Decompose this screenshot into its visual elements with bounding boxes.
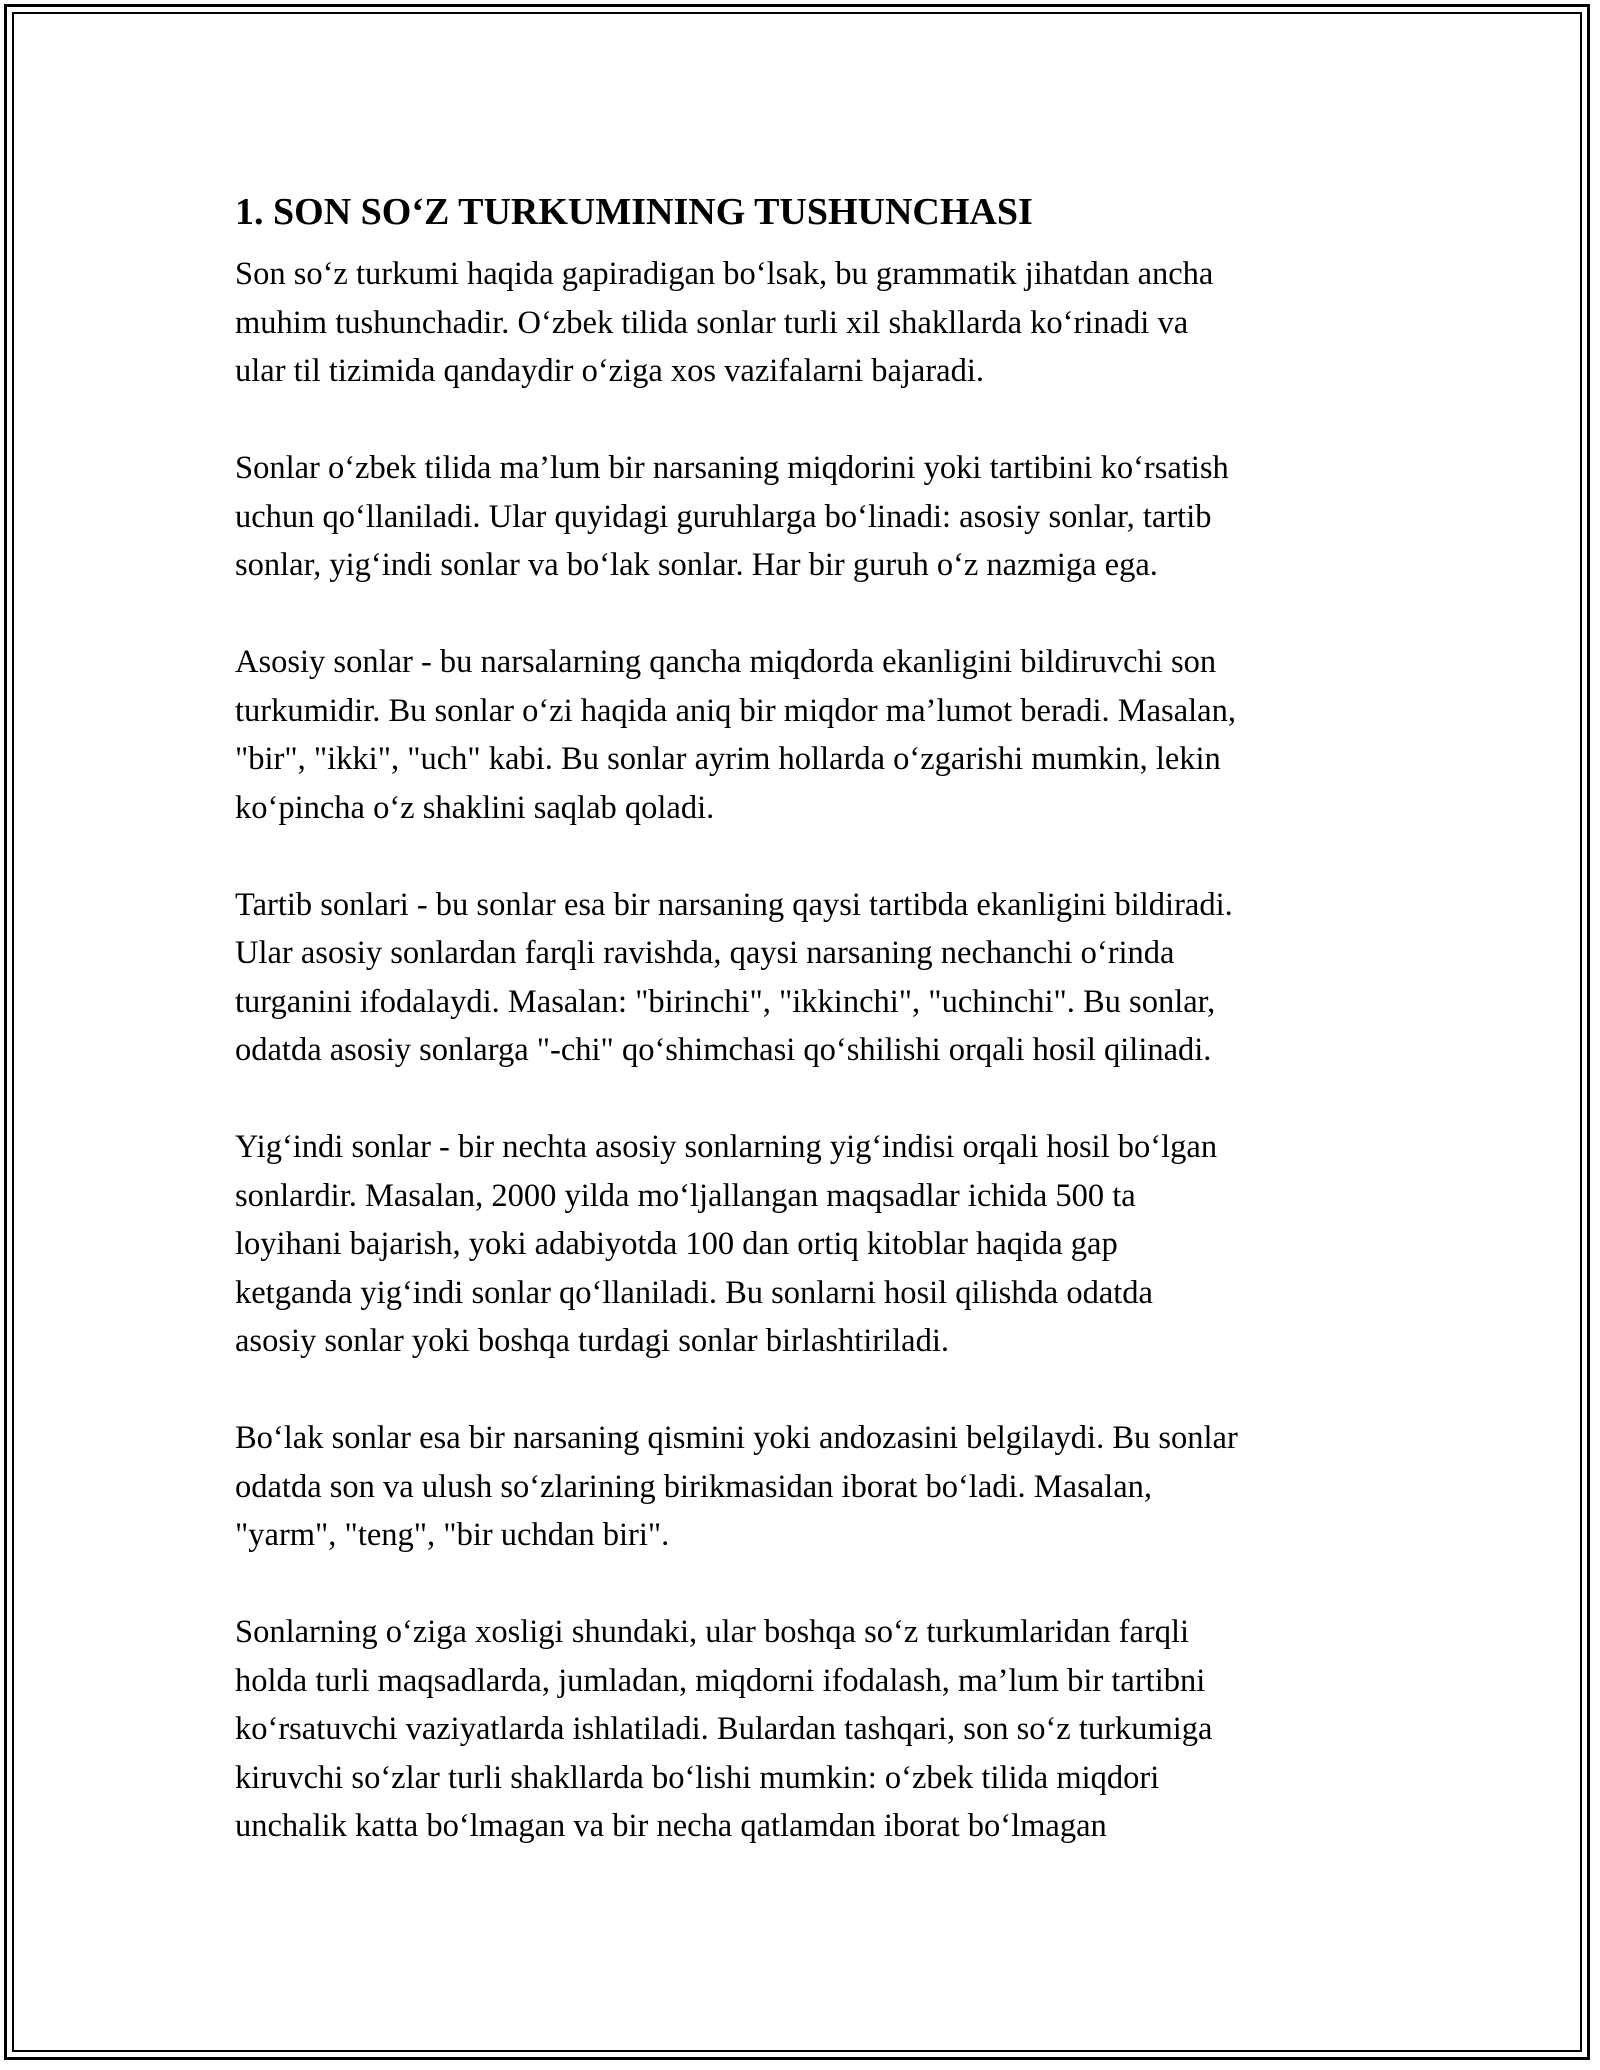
paragraph-line: muhim tushunchadir. O‘zbek tilida sonlar turli xil shakllarda ko‘rinadi va [235, 304, 1189, 341]
paragraph-line: sonlardir. Masalan, 2000 yilda mo‘ljallangan maqsadlar ichida 500 ta [235, 1177, 1136, 1214]
paragraph-line: Bo‘lak sonlar esa bir narsaning qismini yoki andozasini belgilaydi. Bu sonlar [235, 1420, 1238, 1456]
paragraph-collective [235, 1123, 1375, 1366]
paragraph-line: sonlar, yig‘indi sonlar va bo‘lak sonlar. Har bir guruh o‘z nazmiga ega. [235, 547, 1158, 583]
paragraph-line: kiruvchi so‘zlar turli shakllarda bo‘lishi mumkin: o‘zbek tilida miqdori [235, 1759, 1160, 1796]
paragraph-line: Tartib sonlari - bu sonlar esa bir narsaning qaysi tartibda ekanligini bildiradi. [235, 886, 1233, 923]
paragraph-line: turganini ifodalaydi. Masalan: "birinchi", "ikkinchi", "uchinchi". Bu sonlar, [235, 983, 1216, 1020]
paragraph-line: Sonlar o‘zbek tilida ma’lum bir narsaning miqdorini yoki tartibini ko‘rsatish [235, 450, 1229, 486]
paragraph-line: "bir", "ikki", "uch" kabi. Bu sonlar ayrim hollarda o‘zgarishi mumkin, lekin [235, 741, 1221, 777]
page-title: 1. SON SO‘Z TURKUMINING TUSHUNCHASI [235, 191, 1033, 233]
paragraph-line: ko‘rsatuvchi vaziyatlarda ishlatiladi. Bulardan tashqari, son so‘z turkumiga [235, 1711, 1213, 1747]
paragraph-line: holda turli maqsadlarda, jumladan, miqdorni ifodalash, ma’lum bir tartibni [235, 1662, 1206, 1699]
paragraph-line: "yarm", "teng", "bir uchdan biri". [235, 1517, 670, 1553]
paragraph-ordinal [235, 881, 1375, 1075]
paragraph-line: loyihani bajarish, yoki adabiyotda 100 dan ortiq kitoblar haqida gap [235, 1226, 1118, 1262]
paragraph-line: Sonlarning o‘ziga xosligi shundaki, ular boshqa so‘z turkumlaridan farqli [235, 1614, 1190, 1650]
paragraph-line: uchun qo‘llaniladi. Ular quyidagi guruhlarga bo‘linadi: asosiy sonlar, tartib [235, 498, 1212, 535]
paragraph-line: Son so‘z turkumi haqida gapiradigan bo‘lsak, bu grammatik jihatdan ancha [235, 256, 1214, 292]
paragraph-line: Yig‘indi sonlar - bir nechta asosiy sonlarning yig‘indisi orqali hosil bo‘lgan [235, 1129, 1218, 1165]
paragraph-line: Asosiy sonlar - bu narsalarning qancha miqdorda ekanligini bildiruvchi son [235, 644, 1217, 680]
paragraph-groups [235, 444, 1375, 590]
paragraph-intro [235, 250, 1375, 396]
paragraph-line: ketganda yig‘indi sonlar qo‘llaniladi. Bu sonlarni hosil qilishda odatda [235, 1274, 1153, 1311]
paragraph-line: ko‘pincha o‘z shaklini saqlab qoladi. [235, 789, 715, 826]
paragraph-line: unchalik katta bo‘lmagan va bir necha qatlamdan iborat bo‘lmagan [235, 1808, 1107, 1844]
paragraph-line: asosiy sonlar yoki boshqa turdagi sonlar birlashtiriladi. [235, 1323, 949, 1359]
paragraph-line: odatda asosiy sonlarga "-chi" qo‘shimchasi qo‘shilishi orqali hosil qilinadi. [235, 1032, 1212, 1068]
paragraph-line: odatda son va ulush so‘zlarining birikmasidan iborat bo‘ladi. Masalan, [235, 1468, 1153, 1505]
document-body [235, 188, 1375, 1899]
paragraph-fractional [235, 1414, 1375, 1560]
paragraph-cardinal [235, 638, 1375, 832]
paragraph-features [235, 1608, 1375, 1851]
paragraph-line: ular til tizimida qandaydir o‘ziga xos vazifalarni bajaradi. [235, 353, 985, 389]
paragraph-line: Ular asosiy sonlardan farqli ravishda, qaysi narsaning nechanchi o‘rinda [235, 935, 1175, 971]
paragraph-line: turkumidir. Bu sonlar o‘zi haqida aniq bir miqdor ma’lumot beradi. Masalan, [235, 692, 1236, 729]
